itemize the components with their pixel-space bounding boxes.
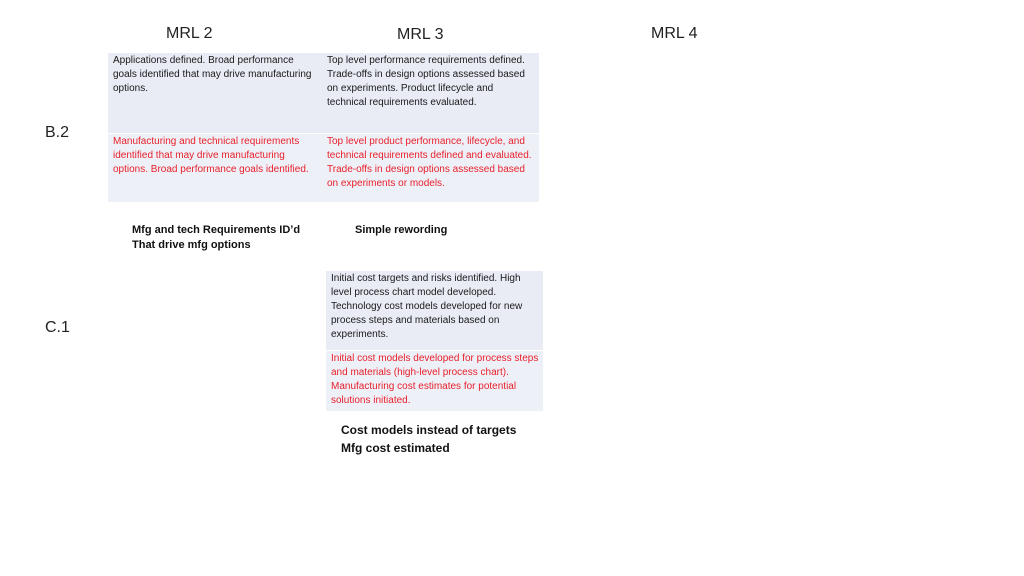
- row-label-b2: B.2: [45, 124, 70, 141]
- c1-note: [341, 421, 516, 457]
- c1-note-line1: Cost models instead of targets: [341, 423, 517, 437]
- c1-note-line2: Mfg cost estimated: [341, 441, 450, 455]
- b2-mrl2-note-line1: Mfg and tech Requirements ID’d: [132, 224, 301, 236]
- b2-mrl3-note: Simple rewording: [355, 224, 448, 236]
- header-mrl2: MRL 2: [166, 25, 213, 42]
- b2-mrl3-revised-cell: Top level product performance, lifecycle, and technical requirements defined and evaluated. Trade-offs in design options assessed based on experiments or models.: [322, 134, 539, 202]
- row-label-c1: C.1: [45, 319, 70, 336]
- b2-mrl2-note: [132, 223, 300, 253]
- c1-mrl3-original-cell: Initial cost targets and risks identified. High level process chart model developed. Technology cost models developed for new process steps and materials based on experiments.: [326, 271, 543, 350]
- b2-mrl2-revised-cell: Manufacturing and technical requirements identified that may drive manufacturing options. Broad performance goals identified.: [108, 134, 322, 202]
- b2-mrl3-original-cell: Top level performance requirements defined. Trade-offs in design options assessed based on experiments. Product lifecycle and technical requirements evaluated.: [322, 53, 539, 133]
- header-mrl3: MRL 3: [397, 26, 444, 43]
- c1-mrl3-revised-cell: Initial cost models developed for process steps and materials (high-level process chart). Manufacturing cost estimates for potential solutions initiated.: [326, 351, 543, 411]
- header-mrl4: MRL 4: [651, 25, 698, 42]
- b2-mrl2-original-cell: Applications defined. Broad performance goals identified that may drive manufacturing options.: [108, 53, 322, 133]
- b2-mrl2-note-line2: That drive mfg options: [132, 239, 251, 251]
